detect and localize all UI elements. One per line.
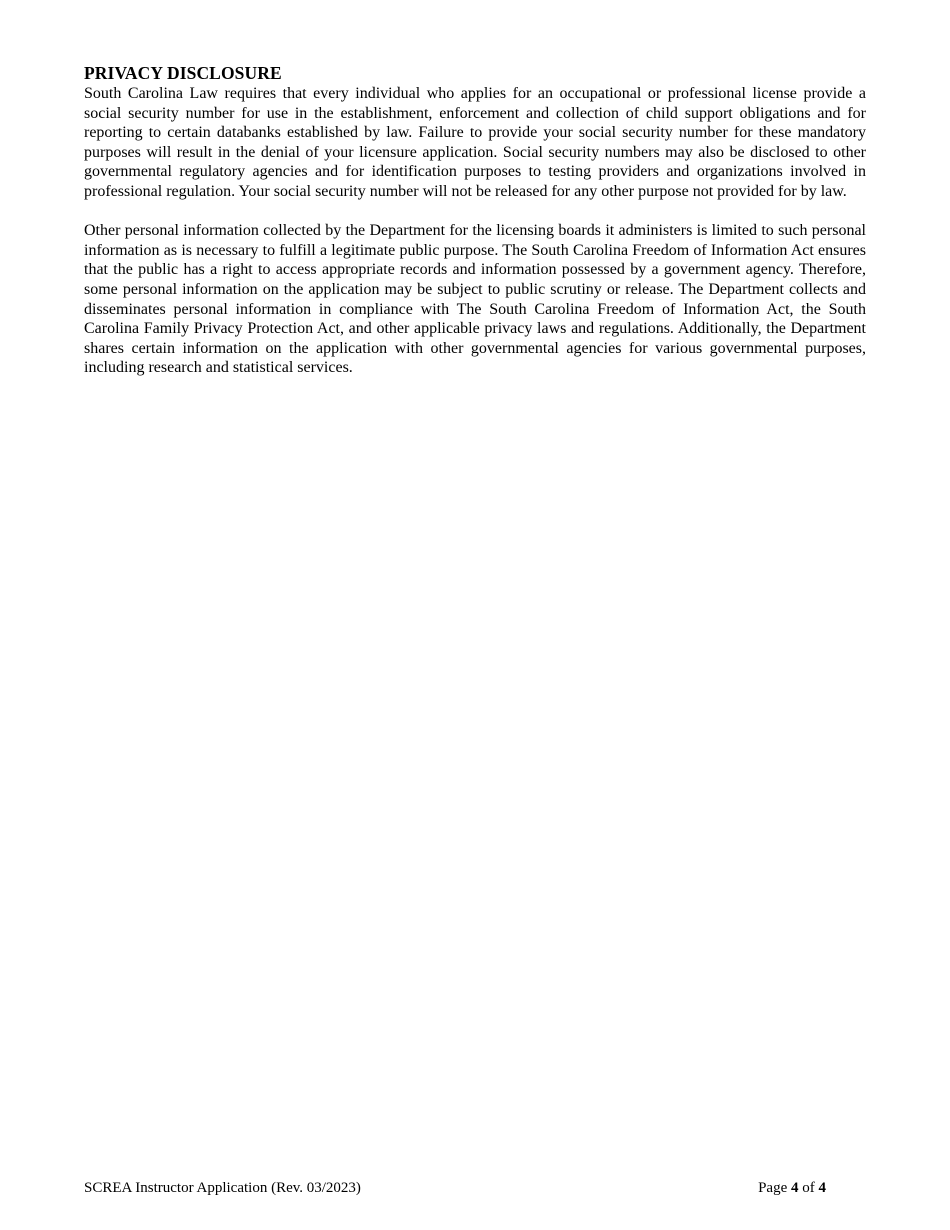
privacy-disclosure-section bbox=[84, 62, 866, 378]
page-indicator bbox=[758, 1178, 826, 1198]
form-name: SCREA Instructor Application (Rev. 03/2023) bbox=[84, 1180, 361, 1196]
of-label: of bbox=[802, 1180, 815, 1196]
page-label: Page bbox=[758, 1180, 788, 1196]
paragraph-personal-information: Other personal information collected by the Department for the licensing boards it administers is limited to such personal information as is necessary to fulfill a legitimate public purpose. The South Carolina Freedom of Information Act ensures that the public has a right to access appropriate records and information possessed by a government agency. Therefore, some personal information on the application may be subject to public scrutiny or release. The Department collects and disseminates personal information in compliance with The South Carolina Freedom of Information Act, the South Carolina Family Privacy Protection Act, and other applicable privacy laws and regulations. Additionally, the Department shares certain information on the application with other governmental agencies for various governmental purposes, including research and statistical services. bbox=[84, 222, 866, 377]
section-heading: PRIVACY DISCLOSURE bbox=[84, 63, 282, 83]
paragraph-ssn-requirement: South Carolina Law requires that every individual who applies for an occupational or professional license provide a social security number for use in the establishment, enforcement and collection of child support obligations and for reporting to certain databanks established by law. Failure to provide your social security number for these mandatory purposes will result in the denial of your licensure application. Social security numbers may also be disclosed to other governmental regulatory agencies and for identification purposes to testing providers and organizations involved in professional regulation. Your social security number will not be released for any other purpose not provided for by law. bbox=[84, 85, 866, 200]
page-number: 4 bbox=[791, 1180, 799, 1196]
page-total: 4 bbox=[818, 1180, 826, 1196]
